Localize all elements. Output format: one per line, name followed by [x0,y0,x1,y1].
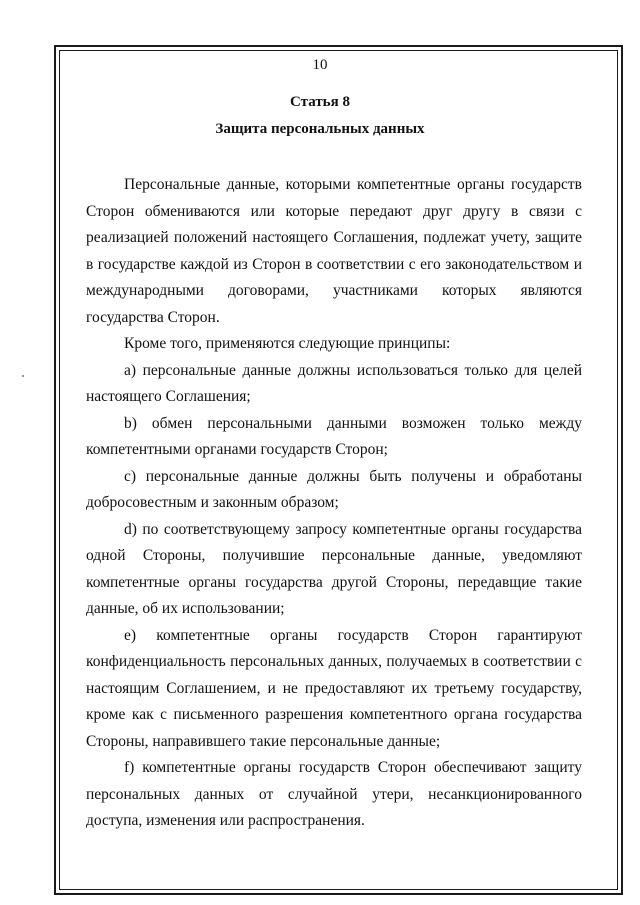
principle-b: b) обмен персональными данными возможен только между компетентными органами государств Сторон; [86,414,582,458]
page-number: 10 [312,57,328,73]
article-title: Защита персональных данных [215,121,425,137]
paragraph-principles-lead: Кроме того, применяются следующие принципы: [124,335,451,352]
principle-c: с) персональные данные должны быть получены и обработаны добросовестным и законным образом; [86,467,582,511]
article-body [86,172,582,835]
principle-d: d) по соответствующему запросу компетентные органы государства одной Стороны, получившие персональные данные, уведомляют компетентные органы государства другой Стороны, передавщие такие данные, об их использовании; [86,520,582,617]
scan-speck [22,375,24,377]
paragraph-intro: Персональные данные, которыми компетентные органы государств Сторон обмениваются или которые передают друг другу в связи с реализацией положений настоящего Соглашения, подлежат учету, защите в государстве каждой из Сторон в соответствии с его законодательством и международными договорами, участниками которых являются государства Сторон. [86,176,582,326]
article-heading: Статья 8 [290,94,350,110]
principle-e: е) компетентные органы государств Сторон гарантируют конфиденциальность персональных данных, получаемых в соответствии с настоящим Соглашением, и не предоставляют их третьему государству, кроме как с письменного разрешения компетентного органа государства Стороны, направившего такие персональные данные; [86,626,582,750]
principle-a: а) персональные данные должны использоваться только для целей настоящего Соглашения; [86,361,582,405]
principle-f: f) компетентные органы государств Сторон обеспечивают защиту персональных данных от случайной утери, несанкционированного доступа, изменения или распространения. [86,759,582,829]
